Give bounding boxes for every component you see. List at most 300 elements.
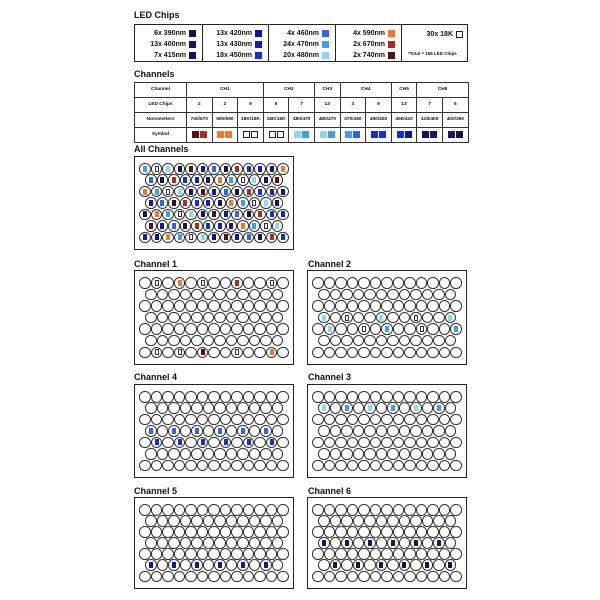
symbol-swatch [269,131,276,138]
led-socket [145,537,157,549]
led-socket [341,515,353,527]
led-socket [393,460,405,472]
led-socket [185,504,197,516]
led-socket [445,515,457,527]
led-socket [404,347,416,359]
led-socket [208,526,220,538]
nanometer-cell: 480/470 [315,113,341,128]
nanometer-cell: 480/470 [289,113,315,128]
led-socket [191,335,203,347]
led-socket [404,504,416,516]
led-socket [197,323,209,335]
led-socket [450,571,462,583]
led-socket [427,414,439,426]
chip-count-cell: 2 [187,98,213,113]
led-socket [450,277,462,289]
symbol-swatch [448,131,455,138]
led-socket [330,335,342,347]
led-socket [370,300,382,312]
led-socket [214,335,226,347]
led-socket [254,323,266,335]
led-socket [237,537,249,549]
led-chip [155,166,159,172]
led-socket [358,526,370,538]
led-socket [151,526,163,538]
led-socket [185,437,197,449]
led-socket [168,515,180,527]
led-chip [258,166,262,172]
led-socket [376,448,388,460]
led-socket [203,335,215,347]
led-socket [427,571,439,583]
channel-3-board [307,384,467,478]
led-chip [437,405,441,411]
nanometer-cell: 415/400 [417,113,443,128]
symbol-cell [442,128,468,143]
led-socket [404,437,416,449]
led-socket [277,460,289,472]
led-socket [272,402,284,414]
led-chip [166,234,170,240]
led-socket [324,391,336,403]
led-socket [157,402,169,414]
color-swatch [388,52,395,59]
color-swatch [255,30,262,37]
led-socket [376,402,388,414]
led-socket [416,526,428,538]
chip-label: 20x 480nm [283,51,319,59]
symbol-swatch [328,131,335,138]
led-socket [203,402,215,414]
led-chip [212,189,216,195]
led-socket [330,312,342,324]
led-socket [439,277,451,289]
led-socket [272,335,284,347]
led-socket [393,347,405,359]
chip-count-cell: 7 [289,98,315,113]
led-chip [160,200,164,206]
led-chip [201,439,205,445]
led-socket [427,548,439,560]
led-socket [243,391,255,403]
led-chip [218,177,222,183]
chip-label: 13x 420nm [216,29,252,37]
symbol-cell [366,128,392,143]
led-socket [335,437,347,449]
chip-label: 6x 390nm [154,29,186,37]
led-chip [322,405,326,411]
led-socket [416,277,428,289]
led-chip [149,200,153,206]
led-socket [185,571,197,583]
led-socket [243,504,255,516]
nanometer-cell: 18K/18K [263,113,289,128]
led-socket [231,323,243,335]
led-socket [370,548,382,560]
led-socket [203,537,215,549]
led-chip [178,166,182,172]
led-socket [353,515,365,527]
symbol-cell [263,128,289,143]
led-socket [341,335,353,347]
led-socket [266,504,278,516]
led-socket [162,571,174,583]
led-socket [214,515,226,527]
nanometer-cell: 400/390 [442,113,468,128]
chip-legend-item [283,39,329,49]
led-socket [324,504,336,516]
led-socket [347,414,359,426]
led-chip [206,223,210,229]
led-socket [162,548,174,560]
led-socket [450,300,462,312]
led-socket [203,559,215,571]
led-socket [335,460,347,472]
led-chip [264,562,268,568]
led-chip [212,234,216,240]
symbol-swatch [456,131,463,138]
chip-legend-item [353,39,395,49]
led-socket [381,548,393,560]
channel-4-board [134,384,294,478]
led-socket [220,323,232,335]
led-socket [208,347,220,359]
led-chip [155,211,159,217]
led-socket [237,448,249,460]
led-socket [450,391,462,403]
led-chip [270,280,274,286]
led-socket [427,277,439,289]
led-chip [368,405,372,411]
channel-header-label: Channel [135,83,187,98]
led-socket [324,437,336,449]
led-chip [172,200,176,206]
led-socket [387,425,399,437]
symbol-swatch [371,131,378,138]
led-socket [335,347,347,359]
led-socket [312,391,324,403]
led-socket [220,460,232,472]
chip-label: 13x 400nm [150,40,186,48]
led-socket [422,402,434,414]
led-socket [220,391,232,403]
led-chip [172,428,176,434]
led-socket [220,347,232,359]
led-chip [270,439,274,445]
led-socket [341,448,353,460]
led-socket [180,289,192,301]
led-chip [149,428,153,434]
led-chip [178,189,182,195]
led-socket [341,559,353,571]
led-chip [189,189,193,195]
led-chip [247,166,251,172]
symbol-cell [340,128,366,143]
led-socket [370,391,382,403]
led-socket [214,448,226,460]
led-socket [243,277,255,289]
led-socket [220,504,232,516]
led-socket [174,548,186,560]
led-socket [185,347,197,359]
led-socket [191,515,203,527]
led-chip [247,439,251,445]
led-socket [168,448,180,460]
led-socket [168,289,180,301]
led-socket [272,448,284,460]
led-chip [201,211,205,217]
led-chip [195,200,199,206]
led-socket [254,571,266,583]
led-socket [203,425,215,437]
led-chip [229,177,233,183]
led-socket [376,537,388,549]
led-socket [433,289,445,301]
led-chip [437,540,441,546]
led-socket [364,312,376,324]
led-socket [151,300,163,312]
led-socket [162,323,174,335]
led-chip [275,200,279,206]
led-socket [220,526,232,538]
led-socket [376,515,388,527]
led-socket [312,323,324,335]
led-chip [454,326,458,332]
led-socket [243,323,255,335]
led-socket [416,391,428,403]
color-swatch [255,41,262,48]
led-socket [237,312,249,324]
led-socket [254,391,266,403]
led-socket [185,277,197,289]
led-socket [381,571,393,583]
led-chip [270,349,274,355]
led-socket [324,414,336,426]
led-socket [381,414,393,426]
led-socket [439,300,451,312]
led-socket [151,504,163,516]
led-socket [445,335,457,347]
symbol-swatch [379,131,386,138]
led-socket [226,515,238,527]
led-chip [235,189,239,195]
led-socket [231,571,243,583]
led-chip [183,177,187,183]
led-socket [254,526,266,538]
led-socket [427,437,439,449]
led-chip [201,349,205,355]
led-socket [381,437,393,449]
led-socket [139,277,151,289]
led-socket [237,335,249,347]
led-socket [162,504,174,516]
led-socket [393,437,405,449]
led-socket [243,347,255,359]
led-socket [243,526,255,538]
led-socket [237,402,249,414]
led-socket [330,448,342,460]
led-socket [277,300,289,312]
led-socket [312,526,324,538]
led-chip [149,223,153,229]
symbol-cell [238,128,264,143]
led-chip [270,189,274,195]
led-socket [399,515,411,527]
led-socket [318,559,330,571]
led-socket [272,289,284,301]
led-socket [208,391,220,403]
led-socket [180,515,192,527]
all-channels-heading: All Channels [134,144,189,154]
led-chip [322,540,326,546]
led-socket [272,515,284,527]
led-socket [347,437,359,449]
led-chip [178,234,182,240]
led-socket [157,289,169,301]
symbol-cell [391,128,417,143]
led-socket [347,323,359,335]
led-socket [433,312,445,324]
led-socket [162,460,174,472]
led-socket [162,300,174,312]
led-socket [243,414,255,426]
led-socket [139,526,151,538]
led-socket [254,347,266,359]
led-socket [277,526,289,538]
led-socket [243,300,255,312]
led-socket [358,571,370,583]
led-chip [345,405,349,411]
led-socket [381,277,393,289]
led-chips-legend [134,24,468,62]
chip-label: 4x 590nm [353,29,385,37]
led-chip [281,211,285,217]
led-chip [143,211,147,217]
led-socket [370,323,382,335]
channel-header: CH5 [391,83,417,98]
chip-count-cell: 6 [263,98,289,113]
led-socket [243,460,255,472]
led-socket [445,537,457,549]
led-chip [247,189,251,195]
led-socket [145,312,157,324]
led-socket [174,571,186,583]
led-socket [358,504,370,516]
led-socket [422,537,434,549]
symbol-swatch [430,131,437,138]
led-socket [335,391,347,403]
led-chip [258,234,262,240]
led-socket [266,391,278,403]
led-socket [157,448,169,460]
led-socket [208,414,220,426]
led-socket [347,391,359,403]
led-socket [180,312,192,324]
led-chip [264,428,268,434]
led-socket [381,391,393,403]
led-socket [416,571,428,583]
channels-heading: Channels [134,69,175,79]
led-socket [416,504,428,516]
led-socket [450,437,462,449]
led-socket [404,391,416,403]
led-socket [353,402,365,414]
led-socket [399,312,411,324]
led-chip [356,562,360,568]
led-socket [151,391,163,403]
led-socket [185,323,197,335]
led-chip [241,223,245,229]
led-socket [335,300,347,312]
led-socket [422,448,434,460]
led-chip [229,223,233,229]
led-socket [399,537,411,549]
led-socket [174,526,186,538]
chip-legend-item [216,50,262,60]
led-chip [155,439,159,445]
led-chip [143,189,147,195]
led-socket [358,300,370,312]
led-socket [387,312,399,324]
led-socket [347,571,359,583]
led-socket [399,335,411,347]
led-chip [201,280,205,286]
led-chip [247,234,251,240]
led-socket [168,402,180,414]
led-socket [433,448,445,460]
led-socket [231,414,243,426]
led-chip [189,166,193,172]
led-socket [387,448,399,460]
led-socket [364,425,376,437]
led-socket [145,335,157,347]
led-socket [174,323,186,335]
led-socket [151,414,163,426]
led-chip [252,177,256,183]
chip-label: 24x 470nm [283,40,319,48]
led-chip [448,562,452,568]
led-socket [197,526,209,538]
led-chip [252,200,256,206]
led-socket [180,448,192,460]
led-socket [358,391,370,403]
symbol-cell [417,128,443,143]
led-socket [439,323,451,335]
led-chip [149,562,153,568]
nanometer-cell: 590/590 [212,113,238,128]
led-socket [439,526,451,538]
led-socket [416,548,428,560]
led-socket [358,460,370,472]
led-socket [330,289,342,301]
led-socket [231,526,243,538]
led-chip [264,177,268,183]
led-socket [277,571,289,583]
led-chip [224,439,228,445]
led-chip [235,349,239,355]
channel-2-heading: Channel 2 [308,259,352,269]
led-socket [335,323,347,335]
nanometer-cell: 450/420 [391,113,417,128]
led-socket [231,300,243,312]
led-socket [162,414,174,426]
led-socket [324,548,336,560]
channels-table [134,82,469,143]
led-socket [191,402,203,414]
led-chip [275,223,279,229]
nanometer-cell: 450/450 [366,113,392,128]
chip-column [402,25,469,61]
